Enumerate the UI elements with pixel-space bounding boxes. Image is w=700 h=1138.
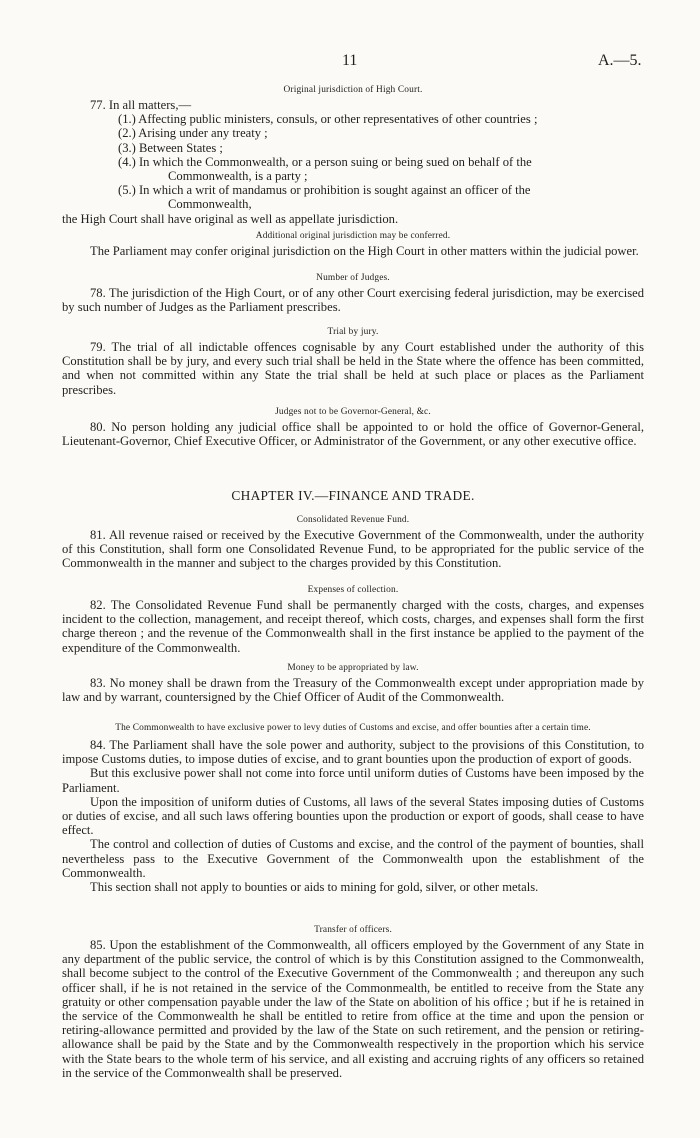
- section-80: [62, 406, 644, 448]
- section-80-text: 80. No person holding any judicial office shall be appointed to or hold the office of Governor-General, Lieutenant-Governor, Chief Executive Officer, or Administrator of the Government, or any other executive office.: [62, 420, 644, 449]
- section-84-para: The control and collection of duties of Customs and excise, and the control of the payment of bounties, shall nevertheless pass to the Executive Government of the Commonwealth upon the establishment of the Commonwealth.: [62, 837, 644, 880]
- section-78: [62, 272, 644, 314]
- section-77-close: the High Court shall have original as well as appellate jurisdiction.: [62, 211, 399, 226]
- section-82: [62, 584, 644, 655]
- section-84-para: This section shall not apply to bounties or aids to mining for gold, silver, or other metals.: [90, 880, 539, 895]
- list-item: (4.) In which the Commonwealth, or a person suing or being sued on behalf of the Commonwealth, is a party ;: [118, 154, 532, 184]
- section-84-para: Upon the imposition of uniform duties of Customs, all laws of the several States imposing duties of Customs or duties of excise, and all such laws offering bounties upon the production or export of goods, shall cease to have effect.: [62, 794, 644, 838]
- list-item: (2.) Arising under any treaty ;: [118, 126, 268, 141]
- section-84: [62, 722, 644, 894]
- section-84-para: But this exclusive power shall not come into force until uniform duties of Customs have been imposed by the Parliament.: [62, 766, 644, 795]
- marginal-note-79: Trial by jury.: [327, 327, 379, 337]
- list-item: (5.) In which a writ of mandamus or prohibition is sought against an officer of the Commonwealth,: [118, 183, 531, 212]
- section-79-text: 79. The trial of all indictable offences cognisable by any Court established under the authority of this Constitution shall be by jury, and every such trial shall be held in the State where the offence has been committed, and when not committed within any State the trial shall be held at such place or places as the Parliament prescribes.: [62, 340, 644, 397]
- section-81: [62, 514, 644, 571]
- section-additional-text: The Parliament may confer original jurisdiction on the High Court in other matters within the judicial power.: [90, 244, 639, 258]
- marginal-note-80: Judges not to be Governor-General, &c.: [275, 407, 431, 417]
- marginal-note-83: Money to be appropriated by law.: [287, 663, 419, 673]
- section-83: [62, 662, 644, 704]
- list-item: (3.) Between States ;: [118, 140, 223, 155]
- list-item: (1.) Affecting public ministers, consuls, or other representatives of other countries ;: [118, 112, 538, 127]
- chapter-4: [62, 478, 644, 504]
- section-85-text: 85. Upon the establishment of the Commonwealth, all officers employed by the Government of any State in any department of the public service, the control of which is by this Constitution assigned to the Commonwealth, shall become subject to the control of the Executive Government of the Commonwealth ; and thereupon any such officer shall, if he is not retained in the service of the Commonmealth, be entitled to receive from the State any gratuity or other compensation payable under the law of the State on abolition of his office ; but if he is retained in the service of the Commonwealth he shall be entitled to retire from office at the time and upon the pension or retiring-allowance permitted and provided by the law of the State on such retirement, and the pension or retiring-allowance shall be paid by the State and by the Commonwealth respectively in the proportion which his service with the State bears to the whole term of his service, and all existing and accruing rights of any officers so retained in the service of the Commonwealth shall be preserved.: [62, 938, 644, 1080]
- marginal-note-78: Number of Judges.: [316, 273, 390, 283]
- marginal-note-additional: Additional original jurisdiction may be conferred.: [255, 231, 451, 241]
- marginal-note-85: Transfer of officers.: [314, 925, 392, 935]
- page-number: 11: [342, 52, 358, 69]
- section-77-lead: 77. In all matters,—: [90, 98, 192, 112]
- section-78-text: 78. The jurisdiction of the High Court, or of any other Court exercising federal jurisdiction, may be exercised by such number of Judges as the Parliament prescribes.: [62, 286, 644, 315]
- section-77: [62, 84, 644, 226]
- section-additional: [62, 230, 644, 258]
- section-79: [62, 326, 644, 397]
- section-85: [62, 924, 644, 1080]
- section-83-text: 83. No money shall be drawn from the Treasury of the Commonwealth except under appropriation made by law and by warrant, countersigned by the Chief Officer of Audit of the Commonwealth.: [62, 676, 644, 705]
- section-77-list: [62, 112, 644, 211]
- marginal-note-82: Expenses of collection.: [307, 585, 399, 595]
- section-82-text: 82. The Consolidated Revenue Fund shall be permanently charged with the costs, charges, and expenses incident to the collection, management, and receipt thereof, which costs, charges, and expenses shall form the first charge thereon ; and the revenue of the Commonwealth shall in the first instance be applied to the payment of the expenditure of the Commonwealth.: [62, 598, 644, 655]
- marginal-note-84: The Commonwealth to have exclusive power to levy duties of Customs and excise, and offer bounties after a certain time.: [115, 723, 591, 733]
- chapter-title: CHAPTER IV.—FINANCE AND TRADE.: [231, 488, 475, 503]
- document-reference: A.—5.: [598, 52, 642, 69]
- marginal-note-81: Consolidated Revenue Fund.: [296, 515, 410, 525]
- marginal-note-77: Original jurisdiction of High Court.: [283, 85, 423, 95]
- section-81-text: 81. All revenue raised or received by the Executive Government of the Commonwealth, under the authority of this Constitution, shall form one Consolidated Revenue Fund, to be appropriated for the public service of the Commonwealth in the manner and subject to the charges provided by this Constitution.: [62, 528, 644, 571]
- section-84-para: 84. The Parliament shall have the sole power and authority, subject to the provisions of this Constitution, to impose Customs duties, to impose duties of excise, and to grant bounties upon the production of export of goods.: [62, 738, 644, 767]
